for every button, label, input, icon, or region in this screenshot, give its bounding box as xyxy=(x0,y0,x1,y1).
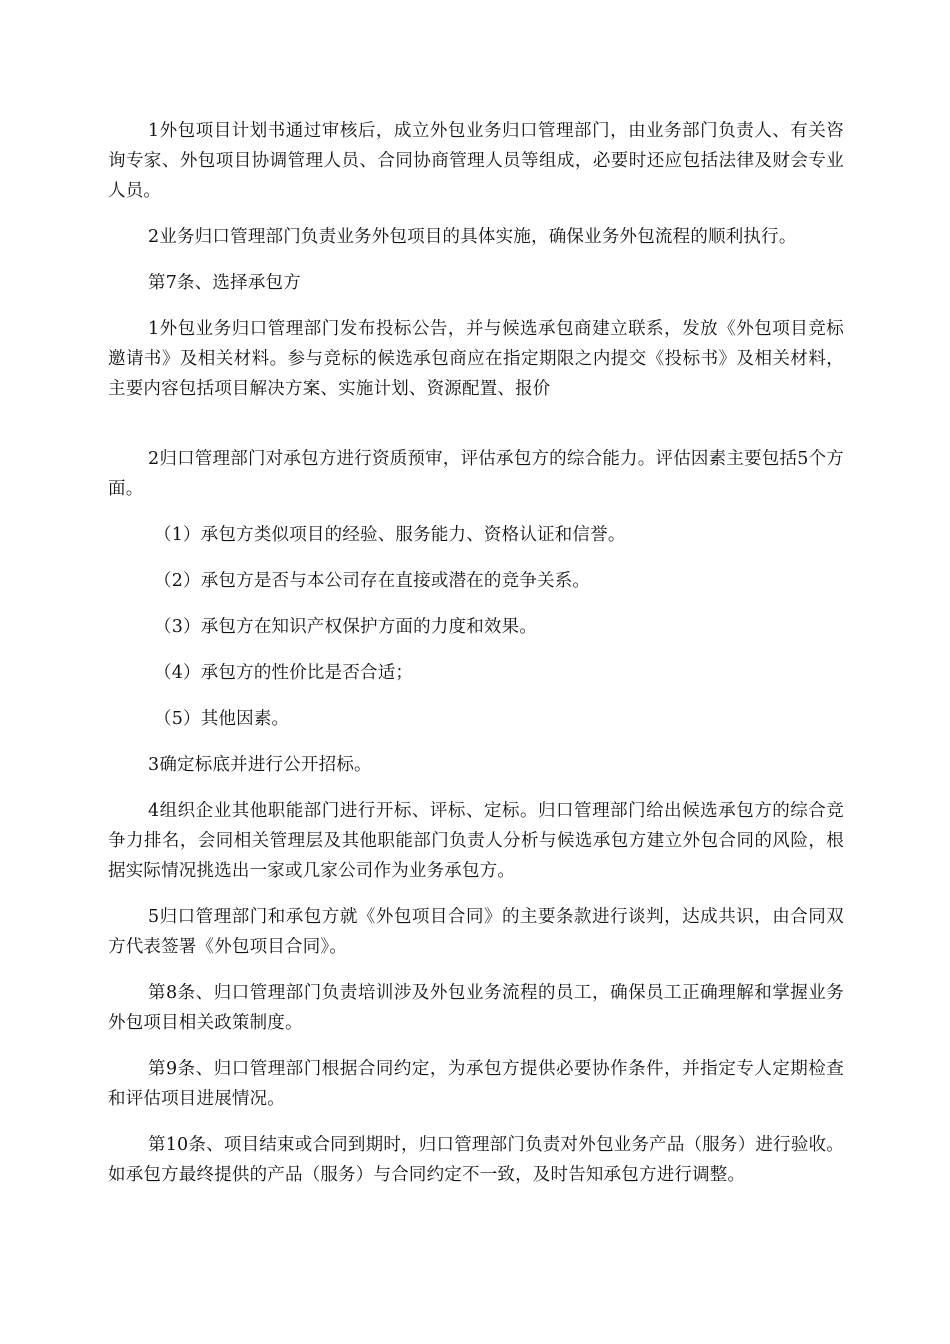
article-8-paragraph: 第8条、归口管理部门负责培训涉及外包业务流程的员工，确保员工正确理解和掌握业务外包项目相关政策制度。 xyxy=(108,983,844,1033)
list-item-factor-1: （1）承包方类似项目的经验、服务能力、资格认证和信誉。 xyxy=(154,525,626,545)
article-10-paragraph: 第10条、项目结束或合同到期时，归口管理部门负责对外包业务产品（服务）进行验收。如承包方最终提供的产品（服务）与合同约定不一致，及时告知承包方进行调整。 xyxy=(108,1135,844,1185)
paragraph-contract-negotiation: 5归口管理部门和承包方就《外包项目合同》的主要条款进行谈判，达成共识，由合同双方代表签署《外包项目合同》。 xyxy=(108,907,844,957)
list-item-factor-5: （5）其他因素。 xyxy=(154,709,290,729)
list-item-factor-2: （2）承包方是否与本公司存在直接或潜在的竞争关系。 xyxy=(154,571,591,591)
paragraph-bid-evaluation: 4组织企业其他职能部门进行开标、评标、定标。归口管理部门给出候选承包方的综合竞争力排名，会同相关管理层及其他职能部门负责人分析与候选承包方建立外包合同的风险，根据实际情况挑选出一家或几家公司作为业务承包方。 xyxy=(108,801,844,881)
article-9-paragraph: 第9条、归口管理部门根据合同约定，为承包方提供必要协作条件，并指定专人定期检查和评估项目进展情况。 xyxy=(108,1059,844,1109)
paragraph-bidding-announcement: 1外包业务归口管理部门发布投标公告，并与候选承包商建立联系，发放《外包项目竞标邀请书》及相关材料。参与竞标的候选承包商应在指定期限之内提交《投标书》及相关材料，主要内容包括项目解决方案、实施计划、资源配置、报价 xyxy=(108,319,844,399)
paragraph-public-tender: 3确定标底并进行公开招标。 xyxy=(148,755,372,775)
article-7-heading: 第7条、选择承包方 xyxy=(148,273,301,293)
paragraph-implementation: 2业务归口管理部门负责业务外包项目的具体实施，确保业务外包流程的顺利执行。 xyxy=(148,227,797,247)
list-item-factor-4: （4）承包方的性价比是否合适； xyxy=(154,663,414,683)
document-page xyxy=(108,116,844,1190)
paragraph-outsourcing-department: 1外包项目计划书通过审核后，成立外包业务归口管理部门，由业务部门负责人、有关咨询专家、外包项目协调管理人员、合同协商管理人员等组成，必要时还应包括法律及财会专业人员。 xyxy=(108,121,844,201)
paragraph-prequalification: 2归口管理部门对承包方进行资质预审，评估承包方的综合能力。评估因素主要包括5个方面。 xyxy=(108,449,844,499)
list-item-factor-3: （3）承包方在知识产权保护方面的力度和效果。 xyxy=(154,617,538,637)
